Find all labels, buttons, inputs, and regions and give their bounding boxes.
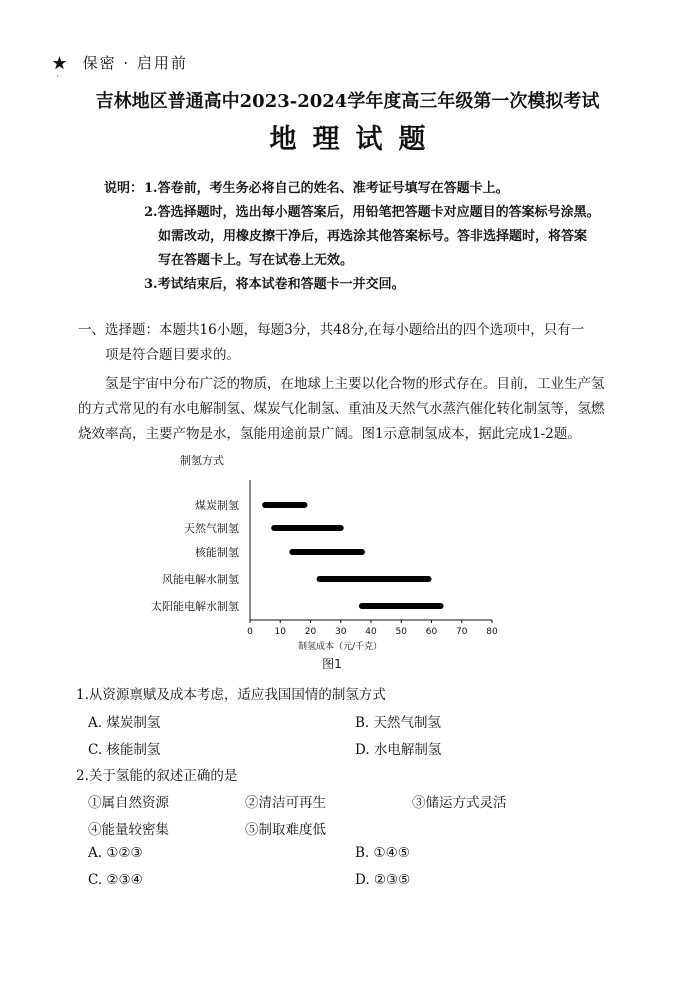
instruction-2-line1: 2.答选择题时，选出每小题答案后，用铅笔把答题卡对应题目的答案标号涂黑。	[144, 205, 600, 220]
q2-statement-5: ⑤制取难度低	[245, 822, 326, 838]
x-tick-label: 70	[456, 627, 468, 637]
subject-title: 地理试题	[269, 124, 442, 155]
q1-option-b: B. 天然气制氢	[355, 715, 442, 731]
category-label: 核能制氢	[195, 546, 239, 559]
q2-option-c: C. ②③④	[88, 872, 143, 888]
instruction-1: 1.答卷前，考生务必将自己的姓名、准考证号填写在答题卡上。	[144, 181, 509, 196]
q1-option-a: A. 煤炭制氢	[88, 715, 161, 731]
margin-dot: ·	[56, 72, 59, 81]
x-axis-title: 制氢成本（元/千克）	[297, 642, 383, 652]
passage-line2: 的方式常见的有水电解制氢、煤炭气化制氢、重油及天然气水蒸汽催化转化制氢等，氢燃	[78, 401, 605, 417]
instruction-2-line2: 如需改动，用橡皮擦干净后，再选涂其他答案标号。答非选择题时，将答案	[158, 229, 588, 244]
section-heading-line2: 项是符合题目要求的。	[105, 347, 240, 363]
cost-range-bar	[289, 549, 365, 555]
x-tick-label: 10	[274, 627, 286, 637]
category-label: 风能电解水制氢	[162, 573, 239, 586]
passage-line3: 烧效率高，主要产物是水，氢能用途前景广阔。图1示意制氢成本，据此完成1-2题。	[78, 426, 581, 442]
cost-range-bar	[262, 502, 307, 508]
x-tick-label: 20	[304, 627, 317, 637]
instruction-3: 3.考试结束后，将本试卷和答题卡一并交回。	[144, 277, 405, 292]
q2-statement-4: ④能量较密集	[88, 822, 169, 838]
x-tick-label: 0	[247, 627, 253, 637]
cost-range-bar	[271, 525, 344, 531]
q2-option-d: D. ②③⑤	[355, 872, 411, 888]
q2-statement-2: ②清洁可再生	[245, 795, 326, 811]
category-label: 太阳能电解水制氢	[151, 600, 239, 613]
q2-stem: 2.关于氢能的叙述正确的是	[76, 768, 238, 784]
star-icon: ★	[52, 54, 70, 72]
category-label: 天然气制氢	[184, 522, 239, 535]
cost-range-bar	[359, 603, 444, 609]
exam-title: 吉林地区普通高中2023-2024学年度高三年级第一次模拟考试	[95, 91, 600, 112]
category-label: 煤炭制氢	[195, 499, 239, 512]
secret-label: 保密 · 启用前	[82, 54, 188, 72]
x-tick-label: 50	[395, 627, 407, 637]
cost-range-bar	[317, 576, 432, 582]
x-tick-label: 80	[486, 627, 498, 637]
x-tick-label: 60	[425, 627, 438, 637]
q2-statement-3: ③储运方式灵活	[412, 795, 507, 811]
q1-option-c: C. 核能制氢	[88, 742, 161, 758]
instructions-label: 说明：	[104, 181, 144, 196]
figure-caption: 图1	[322, 657, 342, 671]
q2-option-b: B. ①④⑤	[355, 845, 410, 861]
q1-stem: 1.从资源禀赋及成本考虑，适应我国国情的制氢方式	[76, 687, 386, 703]
q1-option-d: D. 水电解制氢	[355, 742, 442, 758]
q2-statement-1: ①属自然资源	[88, 795, 169, 811]
section-heading-line1: 一、选择题：本题共16小题，每题3分，共48分,在每小题给出的四个选项中，只有一	[78, 322, 585, 338]
passage-line1: 氢是宇宙中分布广泛的物质，在地球上主要以化合物的形式存在。目前，工业生产氢	[105, 376, 605, 392]
y-axis-title: 制氢方式	[180, 454, 224, 467]
x-tick-label: 40	[365, 627, 377, 637]
instruction-2-line3: 写在答题卡上。写在试卷上无效。	[158, 253, 354, 268]
q2-option-a: A. ①②③	[88, 845, 143, 861]
x-tick-label: 30	[335, 627, 347, 637]
